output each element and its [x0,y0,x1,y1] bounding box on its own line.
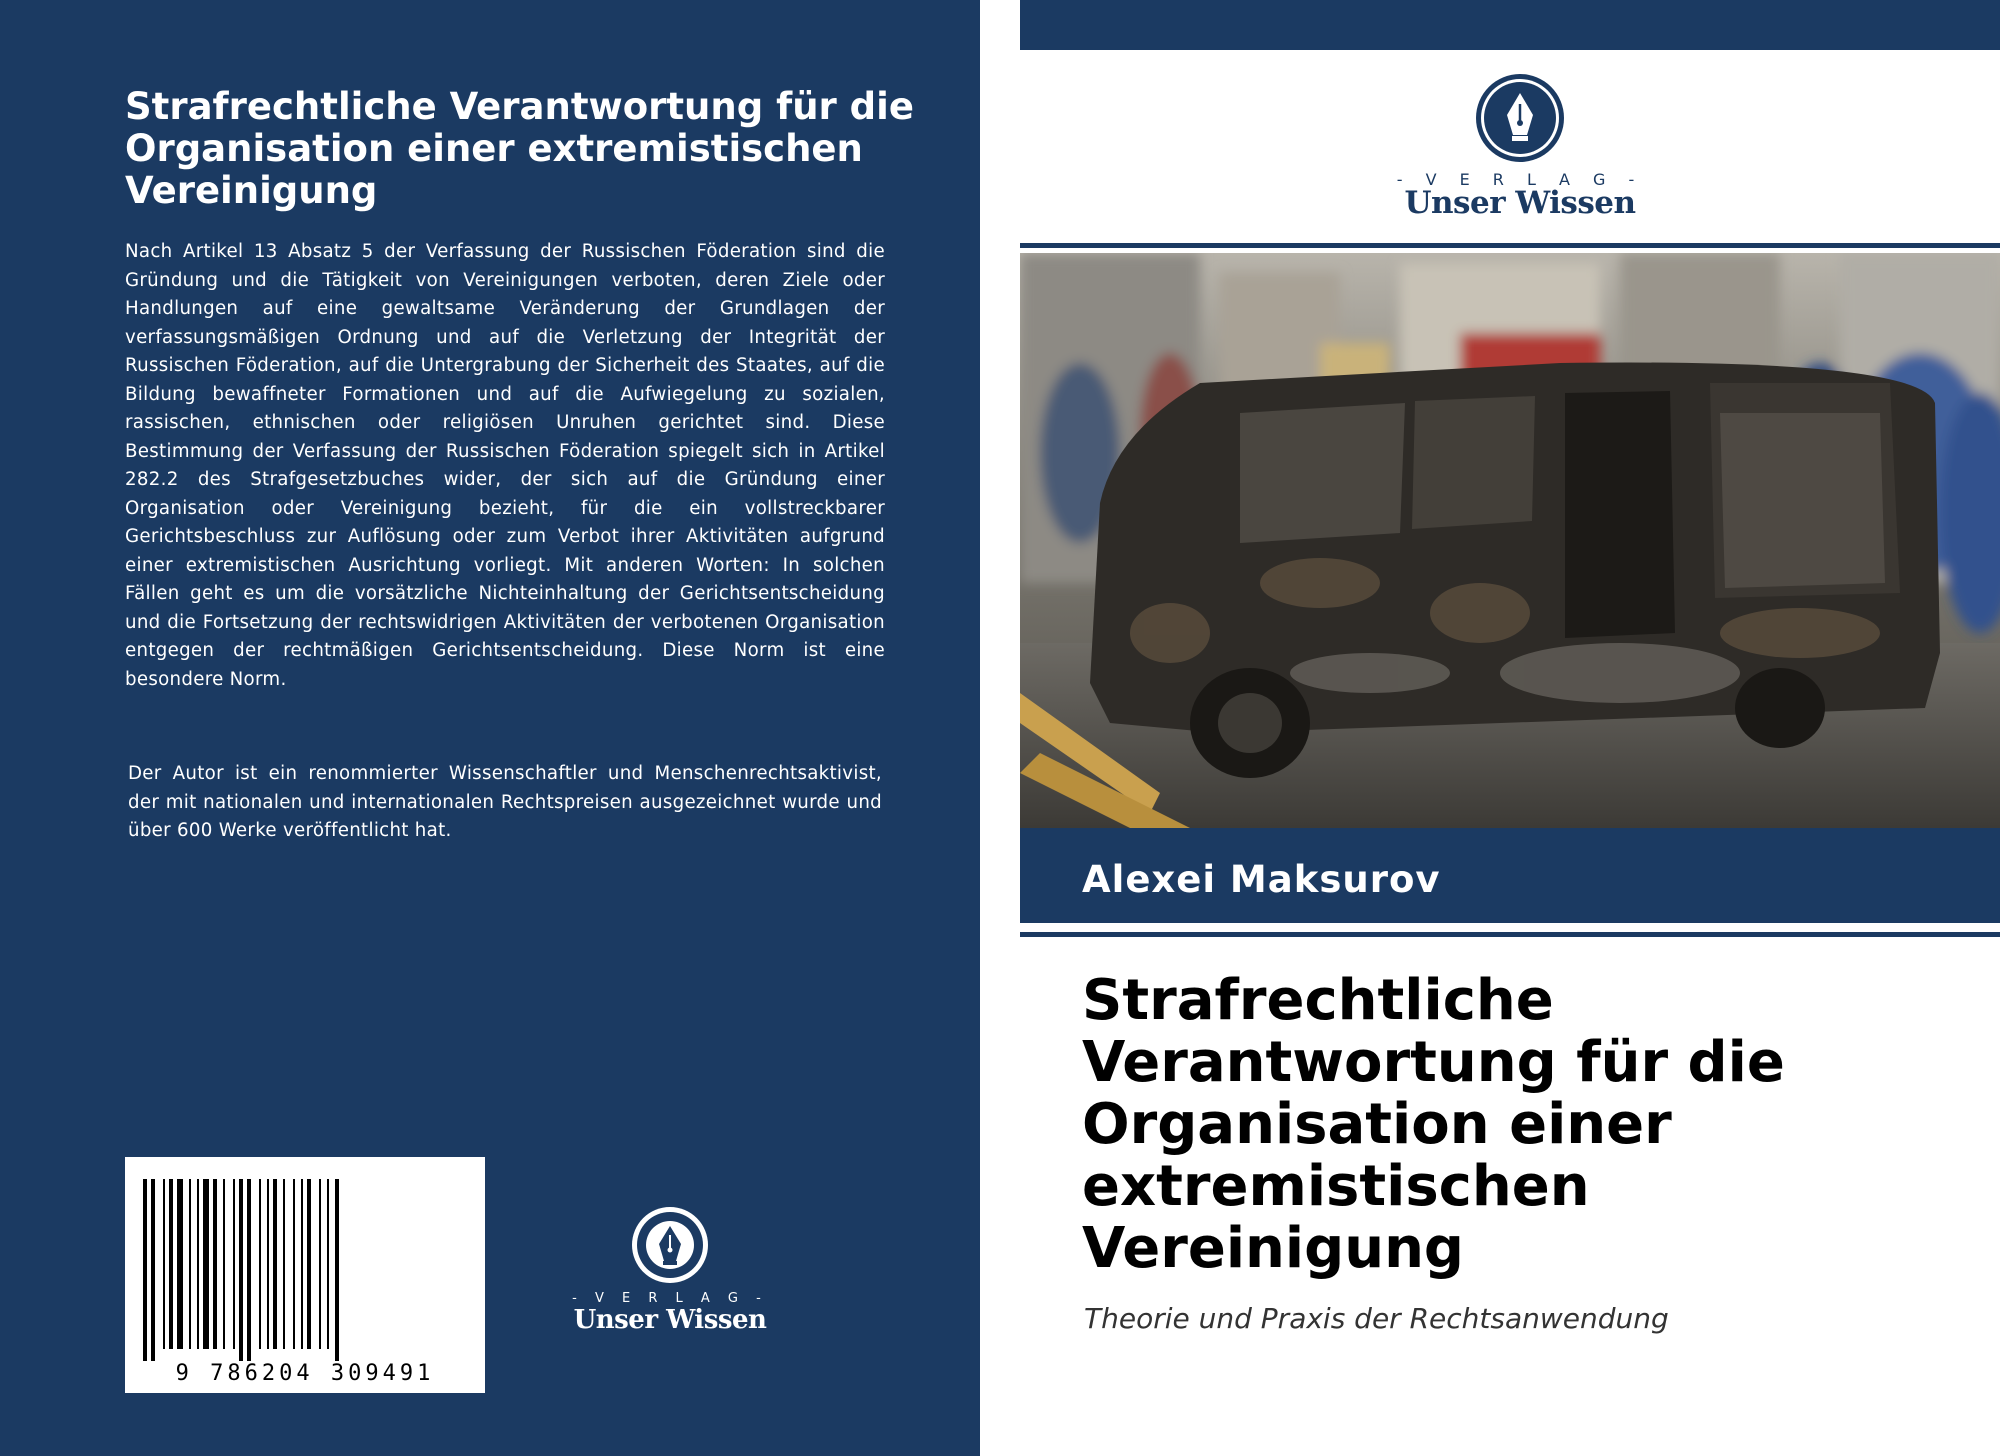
publisher-logo-front [1380,70,1660,230]
fountain-pen-nib-icon [630,1205,710,1285]
isbn-digits: 9 786204 309491 [175,1361,435,1386]
front-cover-title: Strafrechtliche Verantwortung für die Organisation einer extremistischen Vereinigung [1082,968,1785,1281]
verlag-label: - V E R L A G - [1396,170,1644,189]
fountain-pen-nib-icon [1475,73,1565,163]
front-cover [1020,0,2000,1456]
verlag-label: - V E R L A G - [572,1291,768,1306]
publisher-logo-back [570,1205,770,1335]
photo-rule [1020,243,2000,248]
spine [980,0,1020,1456]
isbn-barcode [125,1157,485,1393]
back-cover-title: Strafrechtliche Verantwortung für die Organisation einer extremistischen Vereinigung [125,85,914,212]
author-band [1020,828,2000,923]
author-bio: Der Autor ist ein renommierter Wissenschaftler und Menschenrechtsaktivist, der mit nationalen und internationalen Rechtspreisen ausgezeichnet wurde und über 600 Werke veröffentlicht hat. [128,763,882,841]
publisher-brand: Unser Wissen [1404,185,1636,221]
back-cover-blurb: Nach Artikel 13 Absatz 5 der Verfassung der Russischen Föderation sind die Gründung und die Tätigkeit von Vereinigungen verboten, deren Ziele oder Handlungen auf eine gewaltsame Veränderung der Grundlagen der verfassungsmäßigen Ordnung und auf die Verletzung der Integrität der Russischen Föderation, auf die Untergrabung der Sicherheit des Staates, auf die Bildung bewaffneter Formationen und auf die Aufwiegelung zu sozialen, rassischen, ethnischen oder religiösen Unruhen gerichtet sind. Diese Bestimmung der Verfassung der Russischen Föderation spiegelt sich in Artikel 282.2 des Strafgesetzbuches wider, der sich auf die Gründung einer Organisation oder Vereinigung bezieht, für die ein vollstreckbarer Gerichtsbeschluss zur Auflösung oder zum Verbot ihrer Aktivitäten aufgrund einer extremistischen Ausrichtung vorliegt. Mit anderen Worten: In solchen Fällen geht es um die vorsätzliche Nichteinhaltung der Gerichtsentscheidung und die Fortsetzung der rechtswidrigen Aktivitäten der verbotenen Organisation entgegen der rechtmäßigen Gerichtsentscheidung. Diese Norm ist eine besondere Norm. [125,241,885,690]
barcode-bars [125,1157,485,1393]
author-name: Alexei Maksurov [1082,858,1441,901]
burned-out-van-photo [1020,253,2000,828]
author-rule [1020,932,2000,937]
front-cover-subtitle: Theorie und Praxis der Rechtsanwendung [1084,1302,1669,1335]
publisher-brand: Unser Wissen [573,1305,767,1335]
back-cover [0,0,980,1456]
top-bar [1020,0,2000,50]
